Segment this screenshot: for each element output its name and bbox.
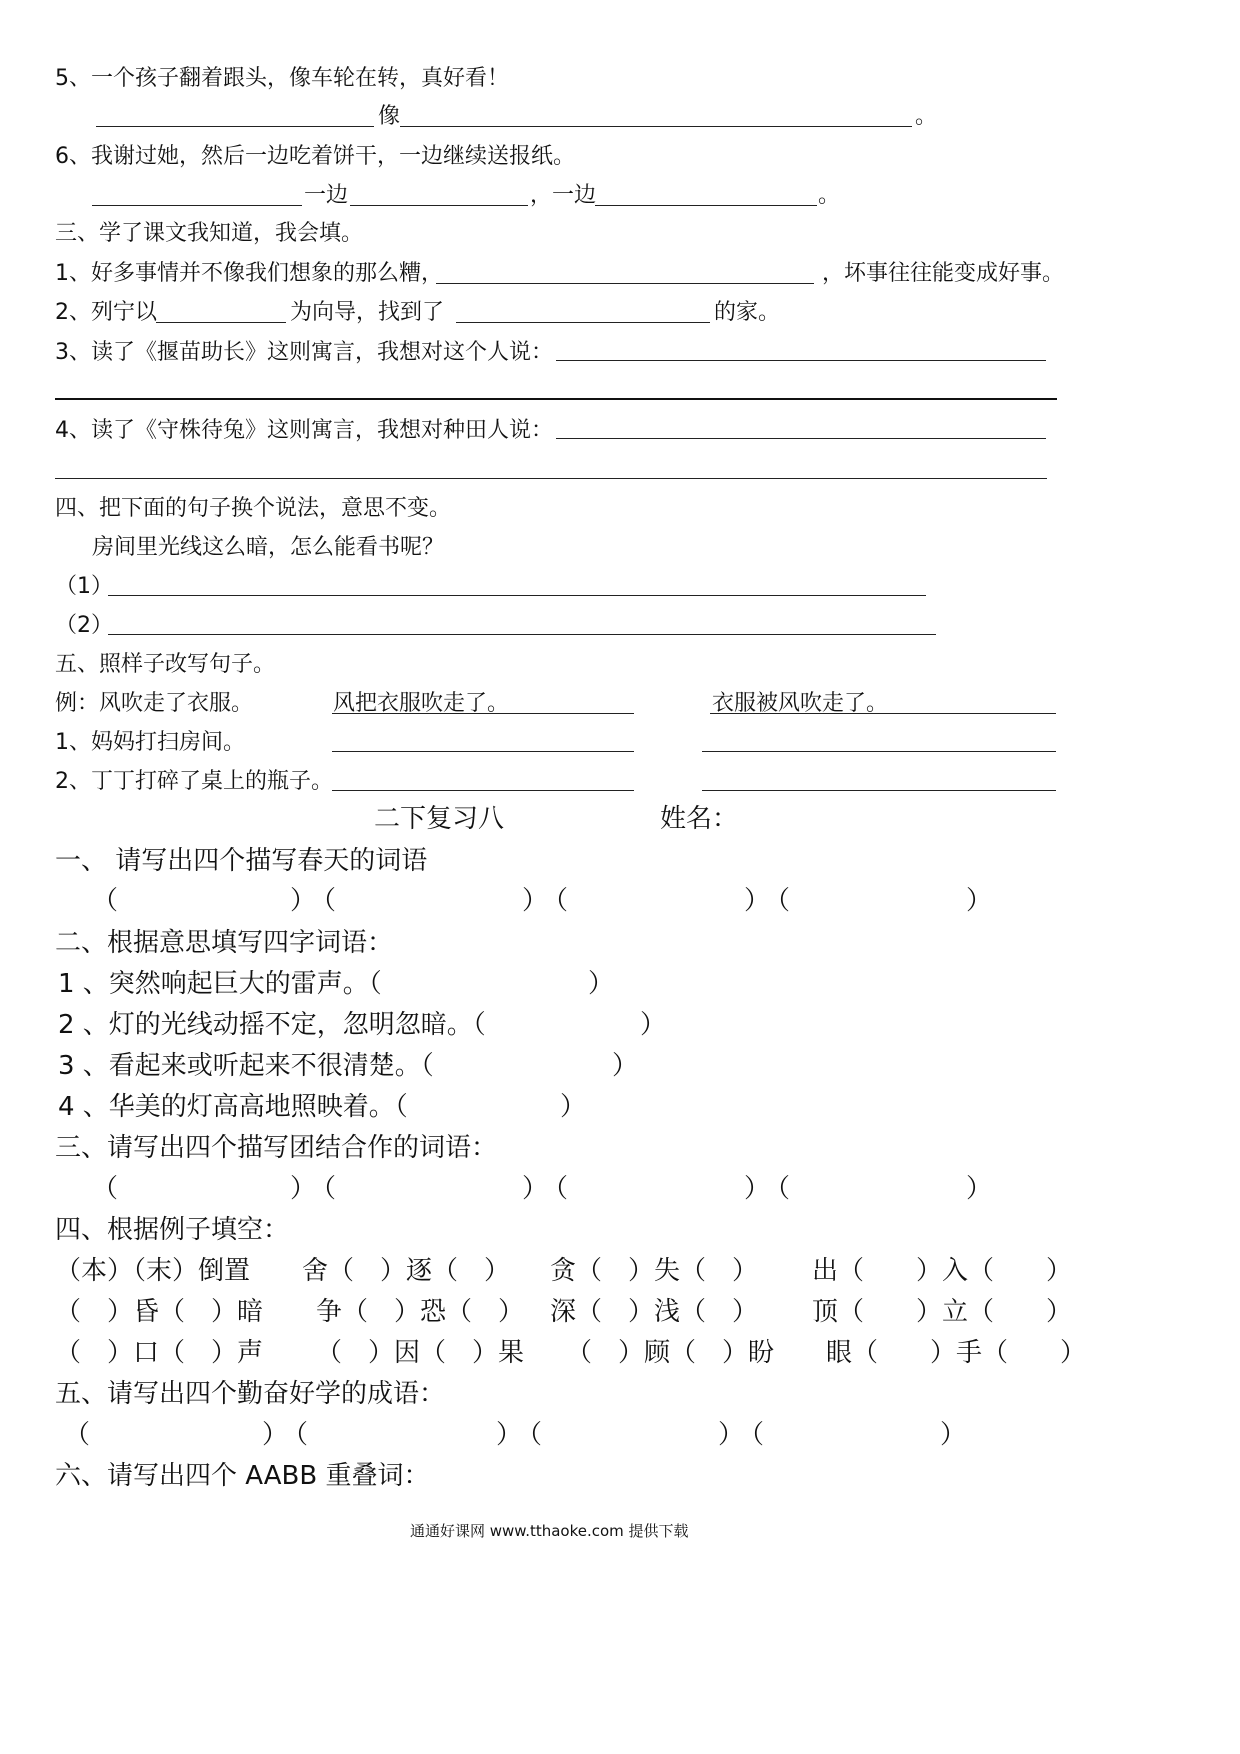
p2-s2-q3: 3 、看起来或听起来不很清楚。（ bbox=[58, 1051, 434, 1081]
p2-s2-q1: 1 、突然响起巨大的雷声。（ bbox=[58, 969, 382, 999]
p2-s3-close-3: ） bbox=[744, 1174, 771, 1204]
s5-q2: 2、丁丁打碎了桌上的瓶子。 bbox=[55, 769, 333, 794]
p2-s1-open-4: （ bbox=[764, 886, 791, 916]
s5-q2-blank-b[interactable] bbox=[702, 790, 1056, 791]
s5-example-line-a bbox=[332, 713, 634, 714]
p2-s5-close-3: ） bbox=[718, 1420, 745, 1450]
p2-s1-close-1: ） bbox=[290, 886, 317, 916]
p2-section2-title: 二、根据意思填写四字词语： bbox=[55, 928, 394, 958]
s4-a1-label: （1） bbox=[55, 574, 113, 599]
q6-sentence: 6、我谢过她，然后一边吃着饼干，一边继续送报纸。 bbox=[55, 144, 575, 169]
q6-end: 。 bbox=[818, 183, 841, 208]
p2-s3-open-2: （ bbox=[310, 1174, 337, 1204]
s3-q2-blank-1[interactable] bbox=[156, 322, 286, 323]
p2-s2-q3-close: ） bbox=[612, 1051, 639, 1081]
idiom-r1-c4: 出（ ）入（ ） bbox=[812, 1256, 1073, 1286]
s3-q4-blank-2[interactable] bbox=[55, 478, 1047, 479]
s4-sentence: 房间里光线这么暗，怎么能看书呢？ bbox=[92, 535, 445, 560]
s5-q1: 1、妈妈打扫房间。 bbox=[55, 730, 245, 755]
p2-s2-q4: 4 、华美的灯高高地照映着。（ bbox=[58, 1092, 408, 1122]
p2-s1-open-2: （ bbox=[310, 886, 337, 916]
s3-q4-blank-1[interactable] bbox=[556, 438, 1046, 439]
s5-q2-blank-a[interactable] bbox=[332, 790, 634, 791]
p2-section5-title: 五、请写出四个勤奋好学的成语： bbox=[55, 1379, 446, 1409]
footer-source: 通通好课网 www.tthaoke.com 提供下载 bbox=[410, 1522, 689, 1540]
p2-s1-close-4: ） bbox=[966, 886, 993, 916]
q5-blank-2[interactable] bbox=[400, 126, 912, 127]
p2-s5-close-4: ） bbox=[940, 1420, 967, 1450]
s3-q1-pre: 1、好多事情并不像我们想象的那么糟， bbox=[55, 261, 443, 286]
s3-q3-blank-1[interactable] bbox=[556, 360, 1046, 361]
s3-q2-post: 的家。 bbox=[714, 300, 781, 325]
s3-q1-post: ，坏事往往能变成好事。 bbox=[822, 261, 1065, 286]
idiom-r3-c2: （ ）因（ ）果 bbox=[316, 1338, 525, 1368]
idiom-r1-c3: 贪（ ）失（ ） bbox=[550, 1256, 759, 1286]
p2-s3-open-1: （ bbox=[92, 1174, 119, 1204]
s3-q2-blank-2[interactable] bbox=[456, 322, 710, 323]
s5-q1-blank-b[interactable] bbox=[702, 751, 1056, 752]
p2-s5-close-2: ） bbox=[496, 1420, 523, 1450]
s3-q3: 3、读了《揠苗助长》这则寓言，我想对这个人说： bbox=[55, 340, 553, 365]
s5-example-line-b bbox=[710, 713, 1056, 714]
p2-s3-open-3: （ bbox=[542, 1174, 569, 1204]
s3-q3-blank-2[interactable] bbox=[55, 398, 1057, 400]
p2-s3-open-4: （ bbox=[764, 1174, 791, 1204]
p2-s5-open-1: （ bbox=[64, 1420, 91, 1450]
idiom-r2-c3: 深（ ）浅（ ） bbox=[550, 1297, 759, 1327]
p2-s3-close-4: ） bbox=[966, 1174, 993, 1204]
section5-title: 五、照样子改写句子。 bbox=[55, 652, 276, 677]
s3-q4: 4、读了《守株待兔》这则寓言，我想对种田人说： bbox=[55, 418, 553, 443]
idiom-r1-c2: 舍（ ）逐（ ） bbox=[302, 1256, 511, 1286]
p2-s1-open-1: （ bbox=[92, 886, 119, 916]
p2-s2-q2-close: ） bbox=[640, 1010, 667, 1040]
q5-blank-1[interactable] bbox=[96, 126, 374, 127]
p2-s2-q4-close: ） bbox=[560, 1092, 587, 1122]
s5-example: 例：风吹走了衣服。 bbox=[55, 691, 254, 716]
s4-a1-blank[interactable] bbox=[108, 595, 926, 596]
idiom-r2-c1: （ ）昏（ ）暗 bbox=[55, 1297, 264, 1327]
p2-s5-close-1: ） bbox=[262, 1420, 289, 1450]
q5-word: 像 bbox=[378, 104, 401, 129]
q6-blank-3[interactable] bbox=[595, 205, 817, 206]
idiom-r3-c4: 眼（ ）手（ ） bbox=[826, 1338, 1087, 1368]
q6-blank-2[interactable] bbox=[350, 205, 528, 206]
s5-example-answer-b: 衣服被风吹走了。 bbox=[712, 691, 889, 716]
idiom-r1-c1: （本）（末）倒置 bbox=[55, 1256, 251, 1286]
p2-s1-close-2: ） bbox=[522, 886, 549, 916]
p2-section6-title: 六、请写出四个 AABB 重叠词： bbox=[55, 1461, 430, 1491]
idiom-r3-c1: （ ）口（ ）声 bbox=[55, 1338, 264, 1368]
section4-title: 四、把下面的句子换个说法，意思不变。 bbox=[55, 496, 452, 521]
q6-word2: ，一边 bbox=[530, 183, 597, 208]
s3-q2-mid: 为向导，找到了 bbox=[290, 300, 445, 325]
name-label: 姓名： bbox=[660, 804, 739, 834]
section3-title: 三、学了课文我知道，我会填。 bbox=[55, 221, 364, 246]
p2-s1-open-3: （ bbox=[542, 886, 569, 916]
p2-s5-open-3: （ bbox=[516, 1420, 543, 1450]
p2-s5-open-2: （ bbox=[282, 1420, 309, 1450]
q5-sentence: 5、一个孩子翻着跟头，像车轮在转，真好看！ bbox=[55, 66, 509, 91]
s4-a2-blank[interactable] bbox=[108, 634, 936, 635]
page-title: 二下复习八 bbox=[374, 804, 505, 834]
p2-section1-title: 一、 请写出四个描写春天的词语 bbox=[55, 846, 428, 876]
p2-section3-title: 三、请写出四个描写团结合作的词语： bbox=[55, 1133, 498, 1163]
p2-s2-q2: 2 、灯的光线动摇不定，忽明忽暗。（ bbox=[58, 1010, 486, 1040]
p2-s2-q1-close: ） bbox=[588, 969, 615, 999]
s5-example-answer-a: 风把衣服吹走了。 bbox=[333, 691, 510, 716]
p2-s3-close-2: ） bbox=[522, 1174, 549, 1204]
q5-end: 。 bbox=[915, 104, 938, 129]
p2-section4-title: 四、根据例子填空： bbox=[55, 1215, 290, 1245]
idiom-r3-c3: （ ）顾（ ）盼 bbox=[566, 1338, 775, 1368]
s3-q1-blank[interactable] bbox=[436, 283, 814, 284]
s3-q2-pre: 2、列宁以 bbox=[55, 300, 157, 325]
q6-word1: 一边 bbox=[304, 183, 349, 208]
idiom-r2-c2: 争（ ）恐（ ） bbox=[316, 1297, 525, 1327]
s5-q1-blank-a[interactable] bbox=[332, 751, 634, 752]
s4-a2-label: （2） bbox=[55, 613, 113, 638]
idiom-r2-c4: 顶（ ）立（ ） bbox=[812, 1297, 1073, 1327]
p2-s1-close-3: ） bbox=[744, 886, 771, 916]
q6-blank-1[interactable] bbox=[92, 205, 302, 206]
p2-s5-open-4: （ bbox=[738, 1420, 765, 1450]
p2-s3-close-1: ） bbox=[290, 1174, 317, 1204]
